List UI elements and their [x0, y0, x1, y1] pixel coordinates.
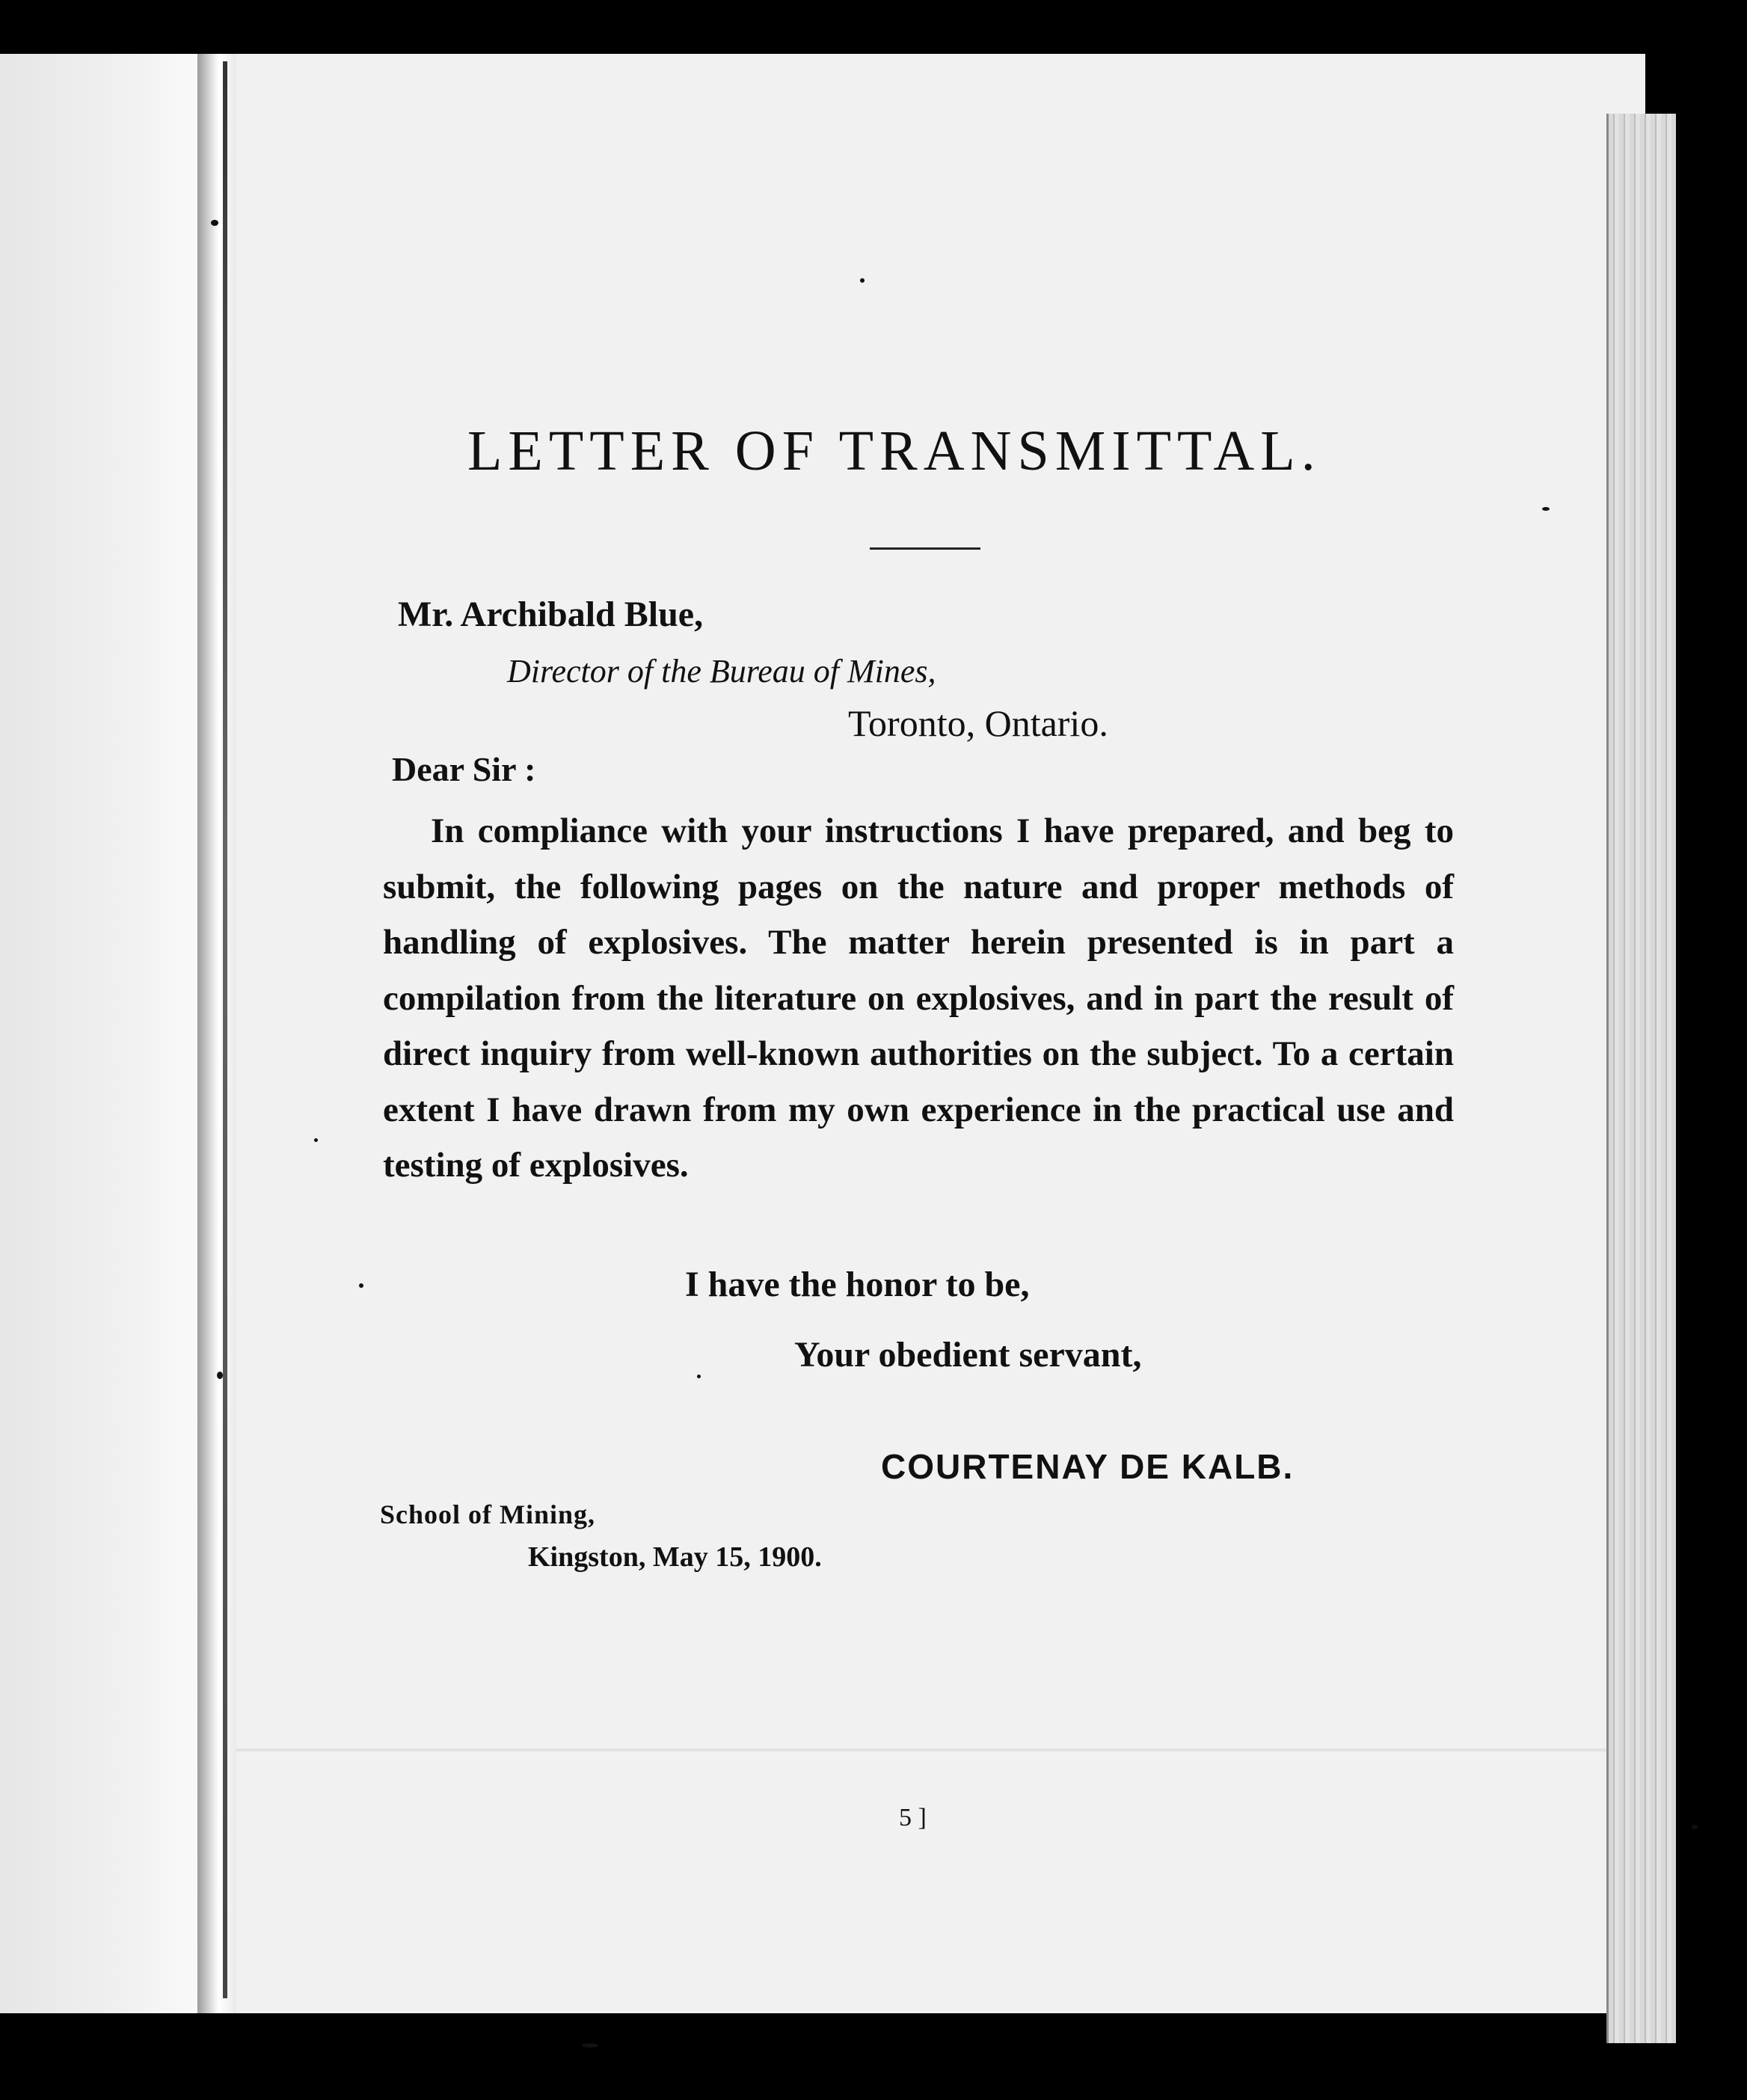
scan-speck — [860, 278, 865, 283]
closing-servant: Your obedient servant, — [794, 1335, 1142, 1375]
place-date: Kingston, May 15, 1900. — [528, 1541, 822, 1573]
title-divider — [870, 547, 980, 550]
signature: COURTENAY DE KALB. — [881, 1447, 1295, 1486]
letter-body: In compliance with your instructions I have prepared, and beg to submit, the following pages on the nature and proper methods of handling of explosives. The matter herein presented is in part a compilation from the literature on explosives, and in part the result of direct inquiry from well-known authorities on the subject. To a certain extent I have drawn from my own experience in the practical use and testing of explosives. — [383, 811, 1454, 1185]
page-crease — [236, 1749, 1645, 1751]
scan-speck — [1542, 507, 1550, 511]
closing-line: I have the honor to be, — [685, 1265, 1030, 1304]
scan-speck — [217, 1372, 223, 1379]
gutter-shadow — [223, 61, 227, 1998]
left-page-edge — [0, 54, 202, 2013]
scan-speck — [582, 2043, 598, 2048]
page-number: 5 ] — [899, 1804, 927, 1832]
school-name: School of Mining, — [380, 1499, 596, 1529]
scan-speck — [359, 1283, 363, 1288]
addressee-name: Mr. Archibald Blue, — [398, 595, 704, 634]
scan-speck — [314, 1138, 318, 1142]
letter-title: LETTER OF TRANSMITTAL. — [467, 420, 1321, 482]
page-edges — [1606, 114, 1676, 2043]
scan-speck — [211, 220, 218, 226]
scan-speck — [1692, 1825, 1698, 1829]
addressee-title: Director of the Bureau of Mines, — [507, 653, 936, 690]
scan-speck — [697, 1375, 701, 1378]
addressee-place: Toronto, Ontario. — [848, 702, 1108, 744]
book-gutter — [197, 54, 236, 2013]
greeting: Dear Sir : — [392, 750, 536, 788]
